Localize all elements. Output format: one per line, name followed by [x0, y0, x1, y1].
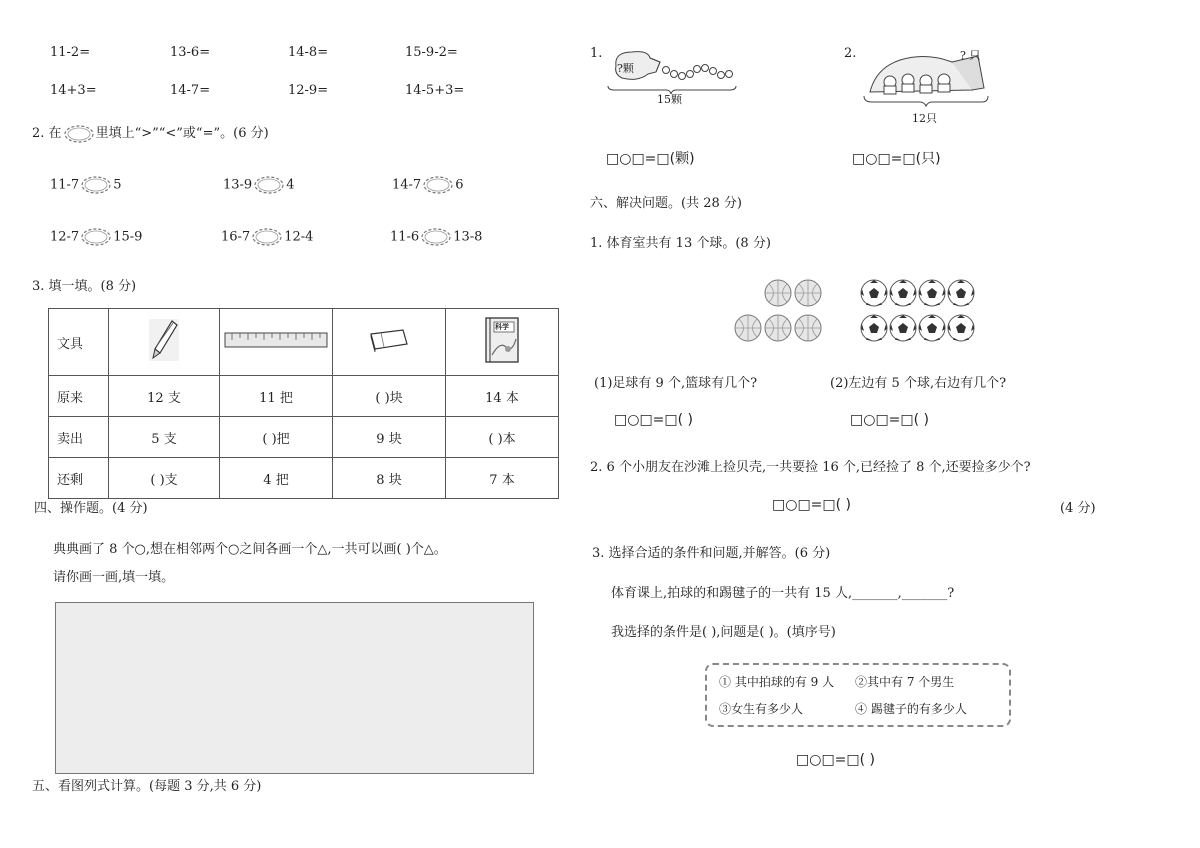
section-6-title: 六、解决问题。(共 28 分)	[590, 196, 742, 211]
table-cell[interactable]: ( )把	[220, 417, 333, 458]
section-5-title: 五、看图列式计算。(每题 3 分,共 6 分)	[32, 779, 262, 794]
pic-problem-1-total: 15颗	[657, 93, 682, 106]
pic-problem-2-equation[interactable]: □○□=□(只)	[852, 151, 941, 167]
pic-problem-1-equation[interactable]: □○□=□(颗)	[606, 151, 695, 167]
table-cell[interactable]: ( )本	[446, 417, 559, 458]
sec6-q1-sub2: (2)左边有 5 个球,右边有几个?	[830, 376, 1007, 391]
table-cell: 8 块	[333, 458, 446, 499]
pic-problem-2-total: 12只	[912, 112, 937, 125]
flower-blank-icon	[62, 123, 96, 145]
row-label: 还剩	[49, 458, 109, 499]
pic-problem-1-num: 1.	[590, 46, 603, 61]
calc-3: 14-8=	[288, 45, 329, 60]
basketballs-icon	[732, 276, 824, 346]
section-4-text-2: 请你画一画,填一填。	[53, 570, 175, 585]
option-4: ④ 踢毽子的有多少人	[855, 702, 967, 716]
soccer-balls-icon	[858, 276, 978, 346]
compare-blank[interactable]	[79, 174, 113, 196]
sec6-q2-equation[interactable]: □○□=□( )	[772, 497, 852, 513]
calc-2: 13-6=	[170, 45, 211, 60]
q2-title: 2. 在 里填上“>”“<”或“=”。(6 分)	[32, 122, 269, 145]
calc-7: 12-9=	[288, 83, 329, 98]
sec6-q3-choose: 我选择的条件是( ),问题是( )。(填序号)	[611, 625, 836, 640]
table-cell: 11 把	[220, 376, 333, 417]
sec6-q1-title: 1. 体育室共有 13 个球。(8 分)	[590, 236, 771, 251]
compare-item-4: 12-7 15-9	[50, 226, 142, 248]
calc-8: 14-5+3=	[405, 83, 465, 98]
table-cell: 9 块	[333, 417, 446, 458]
table-cell: 7 本	[446, 458, 559, 499]
pencil-icon	[146, 317, 182, 363]
row-label: 卖出	[49, 417, 109, 458]
q3-title: 3. 填一填。(8 分)	[32, 279, 137, 294]
pic-problem-2-num: 2.	[844, 46, 857, 61]
table-cell[interactable]: ( )块	[333, 376, 446, 417]
compare-item-5: 16-7 12-4	[221, 226, 313, 248]
calc-1: 11-2=	[50, 45, 91, 60]
option-1: ① 其中拍球的有 9 人	[719, 675, 835, 689]
sec6-q3-text: 体育课上,拍球的和踢毽子的一共有 15 人,_______,_______?	[611, 586, 955, 601]
table-cell: 5 支	[109, 417, 220, 458]
sec6-q1-equation-1[interactable]: □○□=□( )	[614, 412, 694, 428]
stationery-table	[48, 308, 559, 499]
table-cell[interactable]: ( )支	[109, 458, 220, 499]
table-cell: 4 把	[220, 458, 333, 499]
table-cell: 12 支	[109, 376, 220, 417]
option-2: ②其中有 7 个男生	[855, 675, 955, 689]
compare-blank[interactable]	[250, 226, 284, 248]
table-header-label: 文具	[49, 309, 109, 376]
compare-blank[interactable]	[419, 226, 453, 248]
section-4-title: 四、操作题。(4 分)	[34, 501, 148, 516]
ruler-icon	[224, 330, 328, 350]
sec6-q3-equation[interactable]: □○□=□( )	[796, 752, 876, 768]
compare-blank[interactable]	[421, 174, 455, 196]
calc-4: 15-9-2=	[405, 45, 458, 60]
sec6-q3-title: 3. 选择合适的条件和问题,并解答。(6 分)	[592, 546, 831, 561]
book-icon	[482, 315, 522, 365]
calc-6: 14-7=	[170, 83, 211, 98]
sec6-q1-equation-2[interactable]: □○□=□( )	[850, 412, 930, 428]
section-4-text-1: 典典画了 8 个○,想在相邻两个○之间各画一个△,一共可以画( )个△。	[53, 542, 447, 557]
sec6-q2-title: 2. 6 个小朋友在沙滩上捡贝壳,一共要捡 16 个,已经捡了 8 个,还要捡多少个?	[590, 460, 1031, 475]
drawing-area[interactable]	[55, 602, 534, 774]
compare-item-6: 11-6 13-8	[390, 226, 482, 248]
table-cell: 14 本	[446, 376, 559, 417]
book-title-label: 科学	[495, 322, 509, 331]
calc-5: 14+3=	[50, 83, 97, 98]
row-label: 原来	[49, 376, 109, 417]
sec6-q2-score: (4 分)	[1060, 501, 1096, 516]
sec6-q1-sub1: (1)足球有 9 个,篮球有几个?	[594, 376, 758, 391]
compare-item-3: 14-7 6	[392, 174, 464, 196]
compare-item-1: 11-7 5	[50, 174, 122, 196]
pic-problem-1-unknown: ?颗	[617, 62, 634, 75]
pic-problem-2-unknown: ? 只	[960, 49, 981, 62]
eraser-icon	[367, 326, 411, 354]
compare-item-2: 13-9 4	[223, 174, 295, 196]
compare-blank[interactable]	[79, 226, 113, 248]
compare-blank[interactable]	[252, 174, 286, 196]
option-3: ③女生有多少人	[719, 702, 804, 716]
